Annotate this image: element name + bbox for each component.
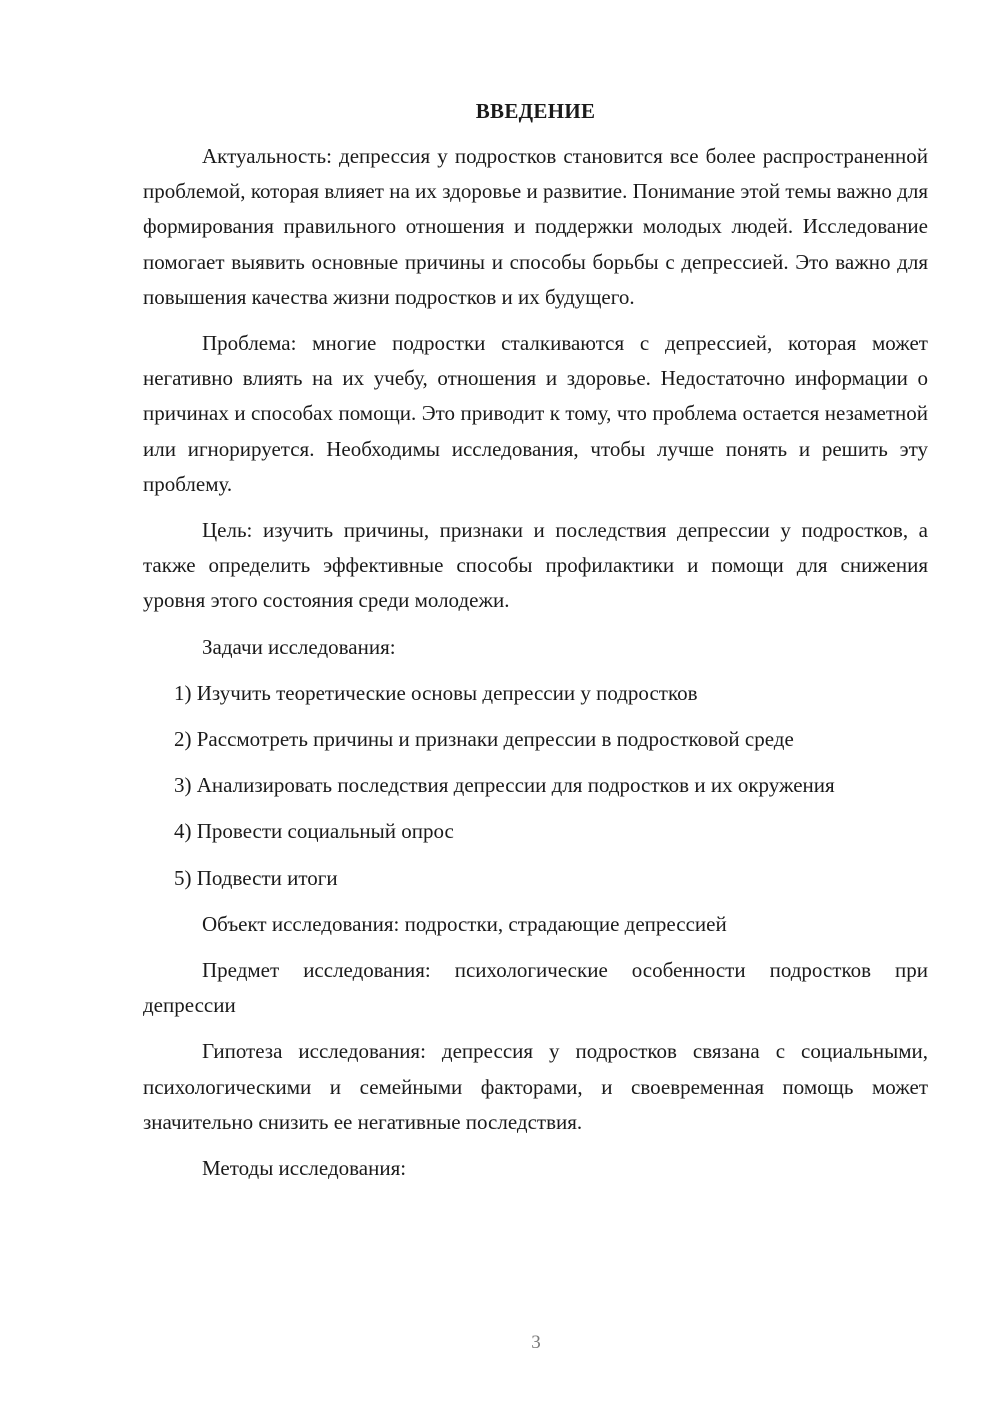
paragraph-object: Объект исследования: подростки, страдающие депрессией	[202, 911, 727, 936]
paragraph-problem: Проблема: многие подростки сталкиваются с депрессией, которая может негативно влиять на их учебу, отношения и здоровье. Недостаточно информации о причинах и способах помощи. Это приводит к тому, что проблема остается незаметной или игнорируется. Необходимы исследования, чтобы лучше понять и решить эту проблему.	[143, 331, 928, 496]
methods-heading: Методы исследования:	[202, 1156, 407, 1181]
section-title: ВВЕДЕНИЕ	[475, 99, 596, 123]
task-item-4: 4) Провести социальный опрос	[174, 819, 454, 844]
paragraph-relevance: Актуальность: депрессия у подростков становится все более распространенной проблемой, которая влияет на их здоровье и развитие. Понимание этой темы важно для формирования правильного отношения и поддержки молодых людей. Исследование помогает выявить основные причины и способы борьбы с депрессией. Это важно для повышения качества жизни подростков и их будущего.	[143, 144, 928, 309]
tasks-heading: Задачи исследования:	[202, 634, 396, 659]
page-number: 3	[531, 1332, 541, 1353]
task-item-3: 3) Анализировать последствия депрессии для подростков и их окружения	[174, 773, 835, 798]
task-item-2: 2) Рассмотреть причины и признаки депрессии в подростковой среде	[174, 727, 794, 752]
task-item-5: 5) Подвести итоги	[174, 865, 338, 890]
paragraph-hypothesis: Гипотеза исследования: депрессия у подростков связана с социальными, психологическими и семейными факторами, и своевременная помощь может значительно снизить ее негативные последствия.	[143, 1039, 928, 1134]
paragraph-subject: Предмет исследования: психологические особенности подростков при депрессии	[143, 958, 928, 1018]
paragraph-goal: Цель: изучить причины, признаки и последствия депрессии у подростков, а также определить эффективные способы профилактики и помощи для снижения уровня этого состояния среди молодежи.	[143, 518, 928, 613]
page-content	[143, 95, 928, 1197]
task-item-1: 1) Изучить теоретические основы депрессии у подростков	[174, 680, 698, 705]
